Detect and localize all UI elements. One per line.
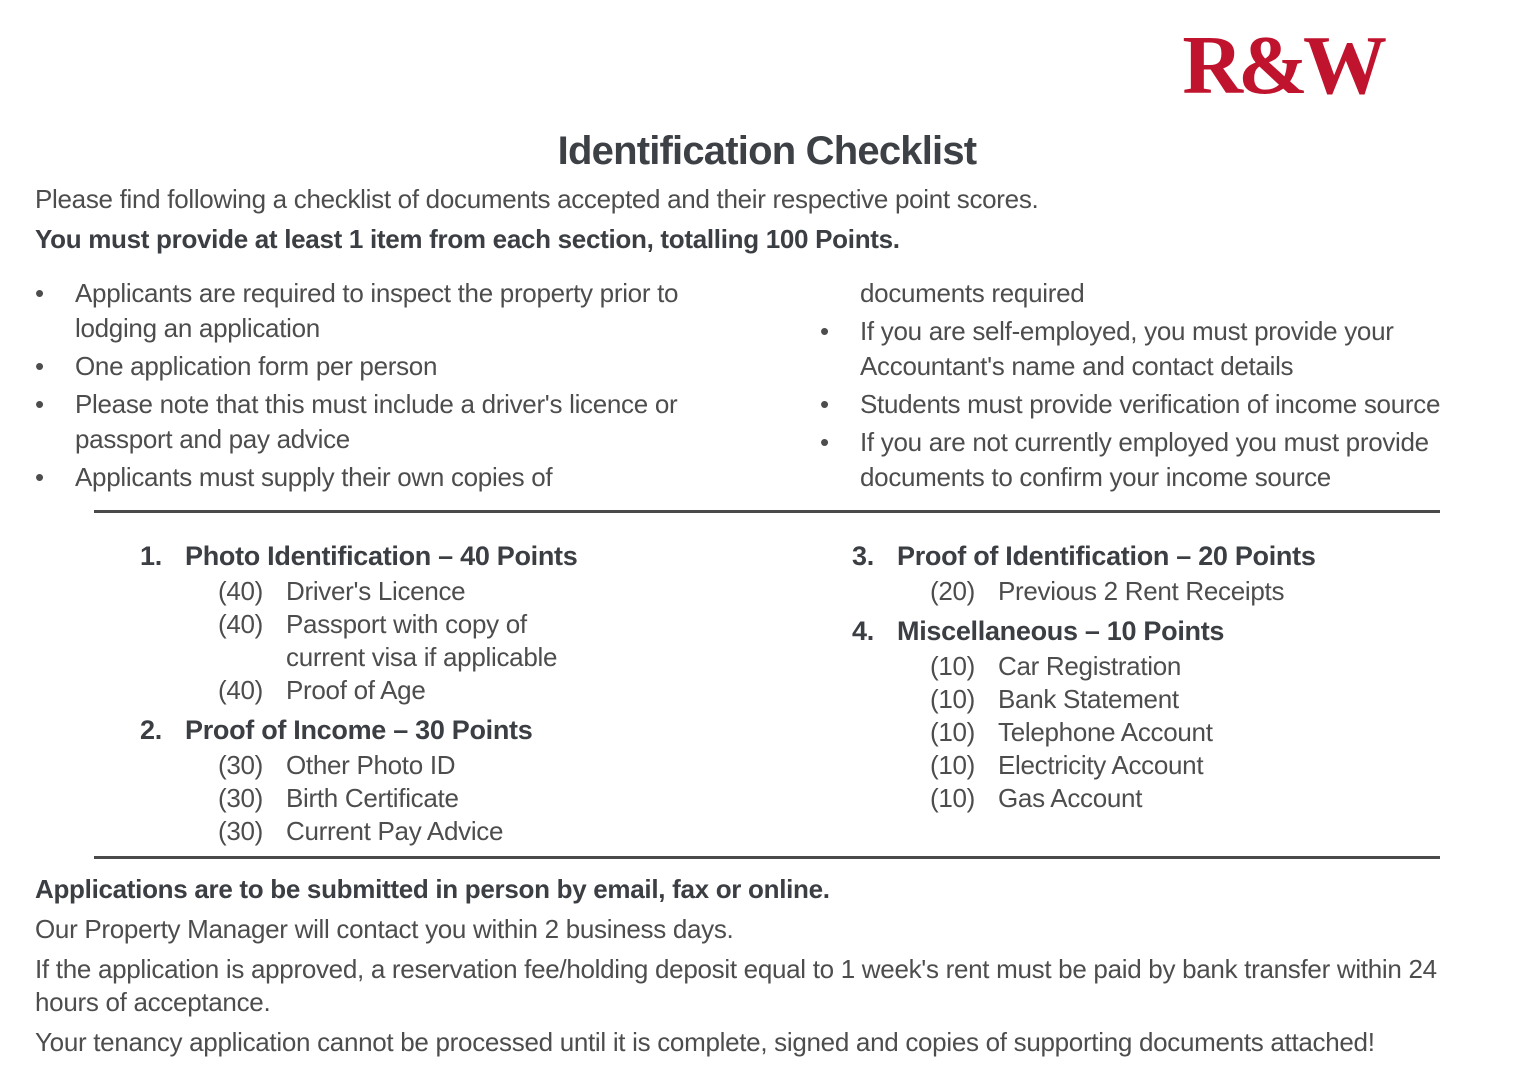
applicant-note [820,425,1520,495]
bullet-icon [820,387,860,422]
section-divider-bottom [94,856,1440,859]
section-number: 3. [852,541,874,571]
applicant-note [35,387,735,457]
item-points: (10) [930,783,976,813]
section-divider-top [94,510,1440,513]
checklist-item [218,575,710,608]
checklist-item [930,683,1316,716]
checklist-item [218,674,710,707]
section-number: 1. [140,541,162,571]
bullet-icon [35,387,75,457]
applicant-note [35,460,735,495]
item-label: Driver's Licence [286,576,466,606]
rw-logo: R&W [1182,19,1382,112]
bullet-icon [35,460,75,495]
section-heading [852,614,1316,648]
footer-line: Your tenancy application cannot be processed until it is complete, signed and copies of supporting documents attached! [35,1027,1375,1057]
item-points: (10) [930,750,976,780]
section-heading [140,713,710,747]
item-label: Gas Account [998,783,1143,813]
item-points: (30) [218,750,264,780]
checklist-item [218,749,710,782]
checklist-item [930,575,1316,608]
intro-line: Please find following a checklist of documents accepted and their respective point scores. [35,184,1039,214]
section-number: 2. [140,715,162,745]
checklist-item [930,650,1316,683]
item-label: Car Registration [998,651,1182,681]
item-points: (30) [218,816,264,846]
applicant-note [820,314,1520,384]
item-points: (30) [218,783,264,813]
item-label: Passport with copy of current visa if applicable [286,609,558,672]
item-label: Birth Certificate [286,783,459,813]
applicant-note [820,387,1520,422]
item-label: Other Photo ID [286,750,456,780]
section-proof-of-identification [852,539,1316,608]
item-label: Previous 2 Rent Receipts [998,576,1285,606]
bullet-spacer [820,276,860,311]
section-title: Photo Identification – 40 Points [185,541,578,571]
item-label: Bank Statement [998,684,1179,714]
note-text: Please note that this must include a driver's licence or passport and pay advice [75,389,678,454]
submission-notes [35,873,1502,1059]
item-label: Current Pay Advice [286,816,504,846]
section-proof-of-income [140,713,710,848]
submission-method-line: Applications are to be submitted in person by email, fax or online. [35,874,830,904]
checklist-item [218,815,710,848]
checklist-item [218,782,710,815]
item-points: (10) [930,684,976,714]
bullet-icon [35,276,75,346]
item-points: (40) [218,609,264,639]
item-points: (10) [930,651,976,681]
checklist-item [218,608,710,674]
footer-line: If the application is approved, a reservation fee/holding deposit equal to 1 week's rent must be paid by bank transfer within 24 hours of acceptance. [35,954,1437,1017]
intro-emphasis-line: You must provide at least 1 item from each section, totalling 100 Points. [35,224,900,254]
note-text: If you are not currently employed you must provide documents to confirm your income source [860,427,1429,492]
applicant-note [35,349,735,384]
item-points: (40) [218,675,264,705]
item-points: (10) [930,717,976,747]
section-heading [140,539,710,573]
page-title: Identification Checklist [557,129,977,173]
checklist-item [930,782,1316,815]
item-label: Telephone Account [998,717,1213,747]
note-text: If you are self-employed, you must provide your Accountant's name and contact details [860,316,1394,381]
item-points: (40) [218,576,264,606]
section-miscellaneous [852,614,1316,815]
checklist-item [930,716,1316,749]
section-title: Proof of Income – 30 Points [185,715,533,745]
item-points: (20) [930,576,976,606]
bullet-icon [35,349,75,384]
applicant-note [35,276,735,346]
section-number: 4. [852,616,874,646]
section-heading [852,539,1316,573]
note-text: Students must provide verification of income source [860,389,1441,419]
sections-column-right [852,539,1316,848]
applicant-notes [35,276,1504,498]
bullet-icon [820,425,860,495]
item-label: Electricity Account [998,750,1204,780]
notes-column-left [35,276,735,498]
section-photo-identification [140,539,710,707]
note-text: Applicants are required to inspect the property prior to lodging an application [75,278,679,343]
notes-column-right [820,276,1520,498]
points-sections [0,539,1534,848]
note-text: documents required [860,278,1085,308]
bullet-icon [820,314,860,384]
section-title: Proof of Identification – 20 Points [897,541,1316,571]
section-title: Miscellaneous – 10 Points [897,616,1225,646]
item-label: Proof of Age [286,675,426,705]
note-text: One application form per person [75,351,438,381]
note-text: Applicants must supply their own copies of [75,462,553,492]
footer-line: Our Property Manager will contact you within 2 business days. [35,914,734,944]
checklist-item [930,749,1316,782]
applicant-note-continuation [820,276,1520,311]
sections-column-left [140,539,710,848]
